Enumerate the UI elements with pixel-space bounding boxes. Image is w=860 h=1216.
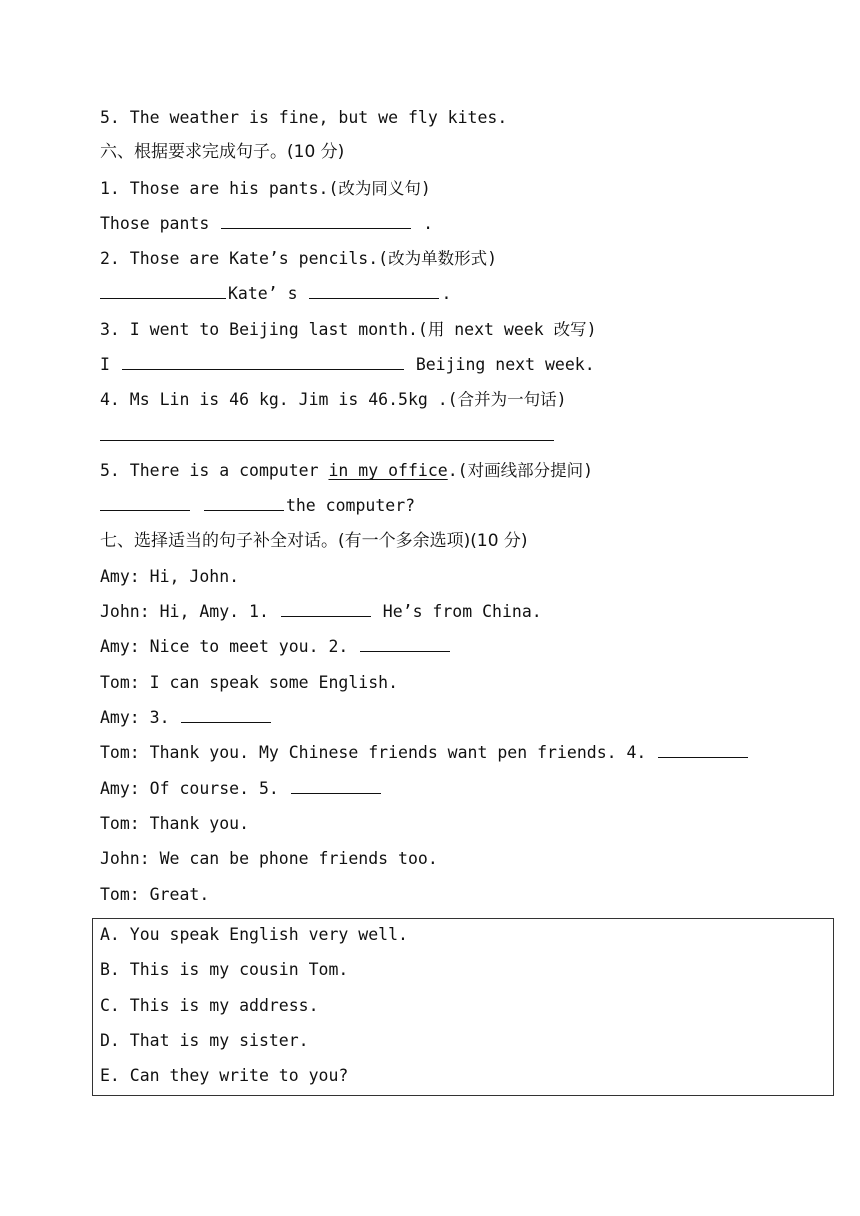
answer-3-blank[interactable] [122,351,404,370]
dialogue-line-6 [100,735,836,770]
question-4: 4. Ms Lin is 46 kg. Jim is 46.5kg .(合并为一句话) [100,390,567,410]
dialogue-blank-3[interactable] [181,704,271,723]
section-6-heading: 六、根据要求完成句子。(10 分) [100,142,345,163]
dialogue-line-9: John: We can be phone friends too. [100,849,438,869]
answer-3-suffix: Beijing next week. [415,355,595,375]
dialogue-line-7 [100,771,836,806]
answer-2-middle: Kate’ s [228,284,298,304]
answer-5-blank-2[interactable] [204,492,284,511]
dialogue-blank-4[interactable] [658,739,748,758]
dialogue-line-5-prefix: Amy: 3. [100,708,170,728]
option-b: B. This is my cousin Tom. [100,960,349,980]
question-5-underlined: in my office [328,460,448,480]
options-box [92,918,834,1096]
dialogue-blank-5[interactable] [291,775,381,794]
dialogue-line-3-prefix: Amy: Nice to meet you. 2. [100,637,349,657]
dialogue-line-7-prefix: Amy: Of course. 5. [100,778,279,798]
dialogue-line-5 [100,700,836,735]
question-5-suffix: .(对画线部分提问) [447,460,594,480]
dialogue-line-2 [100,594,836,629]
dialogue-line-1: Amy: Hi, John. [100,566,240,586]
dialogue-blank-1[interactable] [281,598,371,617]
answer-3 [100,347,836,382]
answer-5 [100,488,836,523]
answer-4-blank[interactable] [100,422,554,441]
sentence-5: 5. The weather is fine, but we fly kites. [100,108,508,127]
question-1: 1. Those are his pants.(改为同义句) [100,178,431,198]
question-5-prefix: 5. There is a computer [100,460,329,480]
dialogue-line-10: Tom: Great. [100,884,210,904]
option-d: D. That is my sister. [100,1030,309,1050]
answer-4 [100,418,836,453]
answer-2-blank-1[interactable] [100,280,226,299]
option-a: A. You speak English very well. [100,925,408,944]
option-e: E. Can they write to you? [100,1066,349,1086]
answer-1 [100,206,836,241]
dialogue-blank-2[interactable] [360,633,450,652]
question-3: 3. I went to Beijing last month.(用 next week 改写) [100,319,597,339]
dialogue-line-2-prefix: John: Hi, Amy. 1. [100,602,269,622]
answer-1-prefix: Those pants [100,213,210,233]
dialogue-line-2-suffix: He’s from China. [382,602,542,622]
answer-5-blank-1[interactable] [100,492,190,511]
dialogue-line-8: Tom: Thank you. [100,813,250,833]
answer-1-suffix: . [423,213,434,233]
dialogue-line-4: Tom: I can speak some English. [100,672,399,692]
answer-5-suffix: the computer? [285,496,416,516]
question-2: 2. Those are Kate’s pencils.(改为单数形式) [100,249,498,269]
option-c: C. This is my address. [100,995,319,1015]
answer-2-blank-2[interactable] [309,280,439,299]
answer-2-suffix: . [441,284,452,304]
options-list [100,919,408,1095]
question-5 [100,453,836,488]
answer-2 [100,276,836,311]
worksheet-page [100,100,836,912]
section-7-heading: 七、选择适当的句子补全对话。(有一个多余选项)(10 分) [100,530,528,551]
dialogue-line-6-prefix: Tom: Thank you. My Chinese friends want pen friends. 4. [100,743,647,763]
dialogue-line-3 [100,629,836,664]
answer-3-prefix: I [100,355,110,375]
answer-1-blank[interactable] [221,210,411,229]
